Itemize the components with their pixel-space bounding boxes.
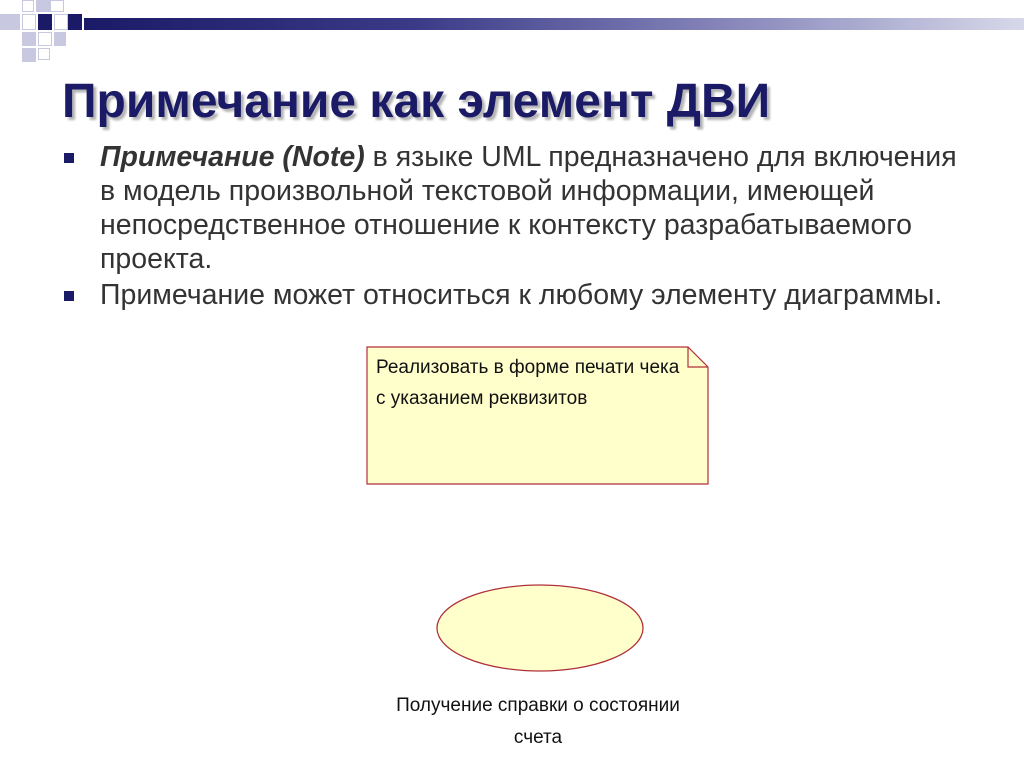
bullet-emphasis: Примечание (Note) (100, 141, 365, 173)
bullet-list (62, 140, 962, 314)
bullet-text: Примечание может относиться к любому элементу диаграммы. (100, 279, 943, 311)
uml-note (366, 346, 710, 486)
bullet-text: в языке UML предназначено для включения в модель произвольной текстовой информации, имеющей непосредственное отношение к контексту разрабатываемого проекта. (100, 141, 957, 275)
bullet-square-icon (64, 291, 74, 301)
bullet-item (62, 278, 962, 312)
bullet-square-icon (64, 153, 74, 163)
slide-title: Примечание как элемент ДВИ (62, 75, 771, 128)
bullet-item (62, 140, 962, 276)
note-text: Реализовать в форме печати чека с указанием реквизитов (376, 357, 680, 409)
header-gradient-bar (84, 18, 1024, 30)
use-case-ellipse (434, 582, 646, 674)
use-case-label: Получение справки о состоянии счета (396, 695, 680, 748)
